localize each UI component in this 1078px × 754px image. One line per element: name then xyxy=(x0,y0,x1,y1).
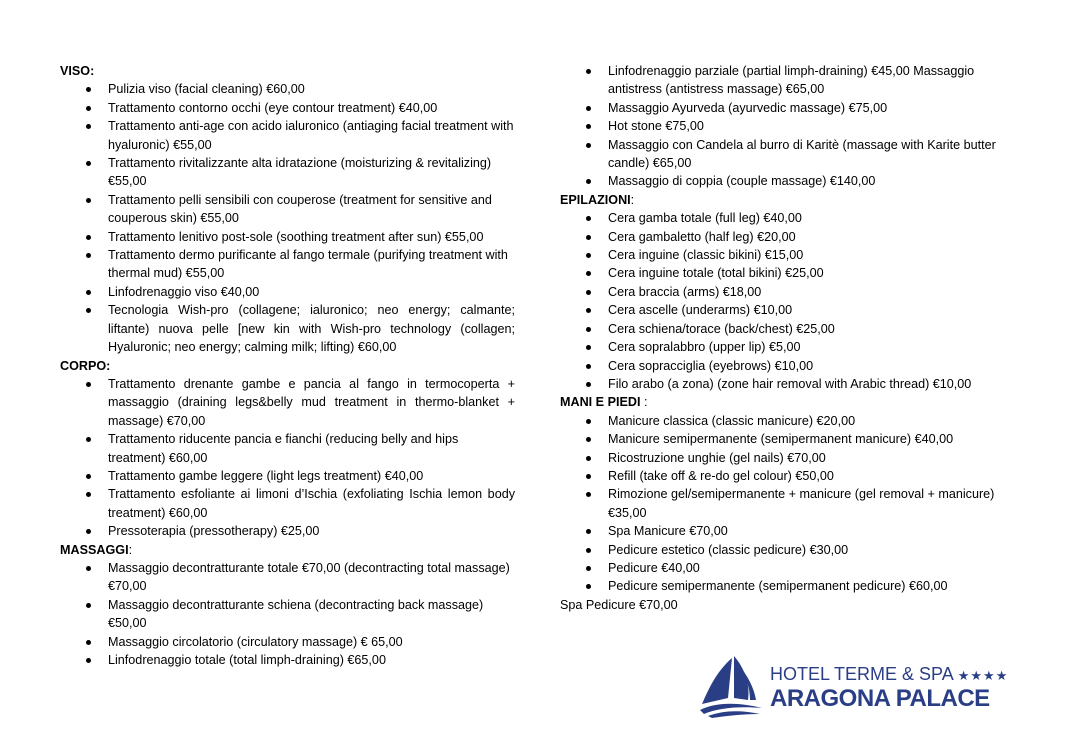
list-item: Hot stone €75,00 xyxy=(608,117,1010,135)
list-item: Trattamento pelli sensibili con couperose (treatment for sensitive and couperous skin) €55,00 xyxy=(108,191,515,228)
heading-suffix: : xyxy=(630,192,635,207)
heading-text: MANI E PIEDI xyxy=(560,395,641,410)
list-item: Pressoterapia (pressotherapy) €25,00 xyxy=(108,522,515,540)
list-item: Trattamento drenante gambe e pancia al fango in termocoperta + massaggio (draining legs&belly mud treatment in thermo-blanket + massage) €70,00 xyxy=(108,375,515,430)
heading-suffix: : xyxy=(128,542,133,557)
list-item: Cera inguine totale (total bikini) €25,00 xyxy=(608,264,1010,282)
heading-text: MASSAGGI xyxy=(60,542,129,557)
list-item: Rimozione gel/semipermanente + manicure (gel removal + manicure) €35,00 xyxy=(608,485,1010,522)
list-item: Cera gambaletto (half leg) €20,00 xyxy=(608,228,1010,246)
list-item: Trattamento esfoliante ai limoni d’Ischia (exfoliating Ischia lemon body treatment) €60,00 xyxy=(108,485,515,522)
right-column xyxy=(560,62,1010,614)
list-item: Filo arabo (a zona) (zone hair removal with Arabic thread) €10,00 xyxy=(608,375,1010,393)
trailing-line: Spa Pedicure €70,00 xyxy=(560,597,678,612)
massaggi-list-continued xyxy=(560,62,1010,191)
corpo-list xyxy=(60,375,515,541)
section-heading-viso: VISO: xyxy=(60,64,95,78)
viso-list xyxy=(60,80,515,356)
section-heading-epilazioni xyxy=(560,191,1010,209)
left-column xyxy=(60,62,515,669)
list-item: Cera schiena/torace (back/chest) €25,00 xyxy=(608,320,1010,338)
list-item: Cera braccia (arms) €18,00 xyxy=(608,283,1010,301)
list-item: Refill (take off & re-do gel colour) €50,00 xyxy=(608,467,1010,485)
list-item: Cera sopralabbro (upper lip) €5,00 xyxy=(608,338,1010,356)
mani-piedi-list xyxy=(560,412,1010,596)
list-item: Linfodrenaggio viso €40,00 xyxy=(108,283,515,301)
hotel-logo xyxy=(698,654,1009,718)
logo-hotel-text: HOTEL TERME & SPA xyxy=(770,664,953,684)
list-item: Massaggio decontratturante totale €70,00 (decontracting total massage) €70,00 xyxy=(108,559,515,596)
list-item: Trattamento gambe leggere (light legs treatment) €40,00 xyxy=(108,467,515,485)
section-heading-mani-piedi xyxy=(560,393,1010,411)
list-item: Pulizia viso (facial cleaning) €60,00 xyxy=(108,80,515,98)
section-heading-corpo: CORPO: xyxy=(60,358,111,373)
list-item: Manicure classica (classic manicure) €20,00 xyxy=(608,412,1010,430)
list-item: Massaggio decontratturante schiena (decontracting back massage) €50,00 xyxy=(108,596,515,633)
list-item: Spa Manicure €70,00 xyxy=(608,522,1010,540)
logo-line-2: ARAGONA PALACE xyxy=(770,685,990,712)
list-item: Trattamento riducente pancia e fianchi (reducing belly and hips treatment) €60,00 xyxy=(108,430,515,467)
massaggi-list xyxy=(60,559,515,669)
list-item: Cera inguine (classic bikini) €15,00 xyxy=(608,246,1010,264)
list-item: Massaggio Ayurveda (ayurvedic massage) €75,00 xyxy=(608,99,1010,117)
list-item: Pedicure estetico (classic pedicure) €30,00 xyxy=(608,541,1010,559)
list-item: Pedicure €40,00 xyxy=(608,559,1010,577)
list-item: Massaggio di coppia (couple massage) €140,00 xyxy=(608,172,1010,190)
list-item: Ricostruzione unghie (gel nails) €70,00 xyxy=(608,449,1010,467)
list-item: Trattamento rivitalizzante alta idratazione (moisturizing & revitalizing) €55,00 xyxy=(108,154,515,191)
heading-text: EPILAZIONI xyxy=(560,192,631,207)
list-item: Cera sopracciglia (eyebrows) €10,00 xyxy=(608,357,1010,375)
list-item: Pedicure semipermanente (semipermanent pedicure) €60,00 xyxy=(608,577,1010,595)
list-item: Manicure semipermanente (semipermanent manicure) €40,00 xyxy=(608,430,1010,448)
heading-suffix: : xyxy=(640,395,648,410)
list-item: Cera ascelle (underarms) €10,00 xyxy=(608,301,1010,319)
list-item: Tecnologia Wish-pro (collagene; ialuronico; neo energy; calmante; liftante) nuova pelle [new kin with Wish-pro technology (collagen; Hyaluronic; neo energy; calming milk; lifting) €60,00 xyxy=(108,301,515,356)
list-item: Trattamento dermo purificante al fango termale (purifying treatment with thermal mud) €55,00 xyxy=(108,246,515,283)
list-item: Massaggio circolatorio (circulatory massage) € 65,00 xyxy=(108,633,515,651)
list-item: Massaggio con Candela al burro di Karitè (massage with Karite butter candle) €65,00 xyxy=(608,136,1010,173)
section-heading-massaggi xyxy=(60,541,515,559)
list-item: Linfodrenaggio totale (total limph-draining) €65,00 xyxy=(108,651,515,669)
list-item: Trattamento anti-age con acido ialuronico (antiaging facial treatment with hyaluronic) €55,00 xyxy=(108,117,515,154)
list-item: Trattamento contorno occhi (eye contour treatment) €40,00 xyxy=(108,99,515,117)
list-item: Linfodrenaggio parziale (partial limph-draining) €45,00 Massaggio antistress (antistress massage) €65,00 xyxy=(608,62,1010,99)
epilazioni-list xyxy=(560,209,1010,393)
list-item: Cera gamba totale (full leg) €40,00 xyxy=(608,209,1010,227)
list-item: Trattamento lenitivo post-sole (soothing treatment after sun) €55,00 xyxy=(108,228,515,246)
rating-stars: ★★★★ xyxy=(957,668,1009,683)
sail-logo-icon xyxy=(698,654,768,718)
logo-line-1 xyxy=(770,664,1008,685)
